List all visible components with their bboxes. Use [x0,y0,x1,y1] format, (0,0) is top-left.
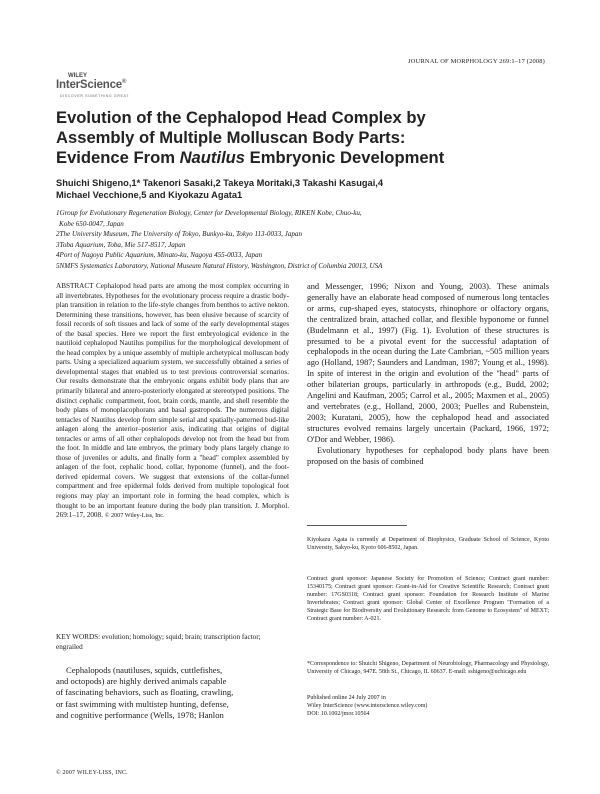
affiliation-line: 3Toba Aquarium, Toba, Mie 517-8517, Japan [56,240,186,249]
footnote-agata: Kiyokazu Agata is currently at Department of Biophysics, Graduate School of Science, Kyoto University, Sakyo-ku, Kyoto 606-8502, Japan. [307,537,549,552]
authors-line-1: Shuichi Shigeno,1* Takenori Sasaki,2 Takeya Moritaki,3 Takashi Kasugai,4 [56,178,384,188]
footnote-grants: Contract grant sponsor: Japanese Society for Promotion of Science; Contract grant number: 15340175; Contract grant sponsor: Grant-in-Aid for Creative Scientific Research; Contract grant number: 17GS0318; Contract grant sponsor: Foundation for Research Institute of Marine Invertebrates; Contract grant sponsor: Global Center of Excellence Program "Formation of a Strategic Base for Biodiversity and Evolutionary Research: from Genome to Ecosystem" of MEXT; Contract grant number: A-021. [307,576,549,623]
keywords [56,633,289,652]
keywords-label: KEY WORDS: [56,633,101,641]
affiliation-line: 2The University Museum, The University of Tokyo, Bunkyo-ku, Tokyo 113-0033, Japan [56,230,303,239]
logo-name: InterScience® [56,79,127,91]
article-title [56,108,556,168]
author-list [56,177,556,201]
title-line-2: Assembly of Multiple Molluscan Body Parts: [56,128,406,147]
affiliation-line: 1Group for Evolutionary Regeneration Biology, Center for Developmental Biology, RIKEN Kobe, Chuo-ku, [56,209,362,217]
logo-wiley: WILEY [68,73,87,79]
abstract [56,282,289,521]
title-line-1: Evolution of the Cephalopod Head Complex by [56,108,426,127]
affiliation-line: 5NMFS Systematics Laboratory, National Museum Natural History, Washington, District of Columbia 20013, USA [56,261,383,270]
abstract-citation: J. Morphol. 269:1–17, 2008. [56,501,289,520]
abstract-text: Cephalopod head parts are among the most complex occurring in all invertebrates. Hypotheses for the evolutionary process require a drastic body-plan transition in relation to the life-style changes from benthos to active nekton. Determining these transitions, however, has been elusive because of scarcity of fossil records of soft tissues and lack of some of the early developmental stages of the basal species. Here we report the first embryological evidence in the nautiloid cephalopod Nautilus pompilius for the morphological development of the head complex by a unique assembly of multiple archetypical molluscan body parts. Using a specialized aquarium system, we successfully obtained a series of developmental stages that enabled us to test previous controversial scenarios. Our results demonstrate that the embryonic organs exhibit body plans that are primarily bilateral and antero-posteriorly elongated at stereotyped positions. The distinct cephalic compartment, foot, brain cords, mantle, and shell resemble the body plans of monoplacophorans and basal gastropods. The numerous digital tentacles of Nautilus develop from simple serial and spatially-patterned bud-like anlagen along the anterior–posterior axis, indicating that origins of digital tentacles or arms of all other cephalopods develop not from the head but from the foot. In middle and late embryos, the primary body plans largely change to those of juveniles or adults, and finally form a "head" complex assembled by anlagen of the foot, cephalic hood, collar, hyponome (funnel), and the foot-derived epidermal covers. We suggest that extensions of the collar-funnel compartment and free epidermal folds derived from multiple topological foot regions may play an important role in forming the head complex, which is thought to be an important feature during the body plan transition. [56,282,289,510]
keywords-text: evolution; homology; squid; brain; transcription factor; engrailed [56,633,261,651]
affiliations [56,208,556,272]
body-paragraph: Evolutionary hypotheses for cephalopod body plans have been proposed on the basis of combined [307,445,549,466]
intro-line: of fascinating behaviors, such as floating, crawling, [56,687,234,698]
wiley-interscience-logo [56,73,166,103]
intro-line: or fast swimming with multistep hunting, defense, [56,698,229,709]
title-line-3: Evidence From Nautilus Embryonic Development [56,148,445,167]
page-copyright: © 2007 WILEY-LISS, INC. [56,770,128,776]
intro-line: and octopods) are highly derived animals capable [56,676,227,687]
authors-line-2: Michael Vecchione,5 and Kiyokazu Agata1 [56,190,243,200]
publication-info: Published online 24 July 2007 in Wiley InterScience (www.interscience.wiley.com) DOI: 10.1002/jmor.10564 [307,695,428,718]
affiliation-line: Kobe 650-0047, Japan [59,219,124,228]
body-paragraph: and Messenger, 1996; Nixon and Young, 2003). These animals generally have an elaborate head composed of numerous long tentacles or arms, cup-shaped eyes, statocysts, rhinophore or olfactory organs, the centralized brain, attached collar, and flexible hyponome or funnel (Budelmann et al., 1997) (Fig. 1). Evolution of these structures is presumed to be a pivotal event for the successful adaptation of cephalopods in the ocean during the Late Cambrian, ~505 million years ago (Holland, 1987; Saunders and Landman, 1987; Young et al., 1998). In spite of interest in the origin and evolution of the "head" parts of other bilaterian groups, particularly in arthropods (e.g., Budd, 2002; Angelini and Kaufman, 2005; Carrol et al., 2005; Maxmen et al., 2005) and vertebrates (e.g., Holland, 2000, 2003; Puelles and Rubenstein, 2003; Kuratani, 2005), how the cephalopod head and associated structures evolved remains largely uncertain (Packard, 1966, 1972; O'Dor and Webber, 1986). [307,282,549,444]
body-column-2 [307,282,549,467]
introduction [56,665,289,721]
journal-header: JOURNAL OF MORPHOLOGY 269:1–17 (2008) [408,58,545,65]
intro-line: Cephalopods (nautiluses, squids, cuttlefishes, [66,665,223,675]
intro-line: and cognitive performance (Wells, 1978; Hanlon [56,709,224,720]
abstract-label: ABSTRACT [56,282,94,290]
abstract-copyright: © 2007 Wiley-Liss, Inc. [104,512,165,520]
footnote-correspondence: *Correspondence to: Shuichi Shigeno, Department of Neurobiology, Pharmacology and Physiology, University of Chicago, 947E. 58th St., Chicago, IL 60637. E-mail: sshigeno@uchicago.edu [307,661,549,676]
footnote-divider [307,525,407,526]
affiliation-line: 4Port of Nagoya Public Aquarium, Minato-ku, Nagoya 455-0033, Japan [56,251,263,260]
logo-tagline: DISCOVER SOMETHING GREAT [60,94,130,98]
